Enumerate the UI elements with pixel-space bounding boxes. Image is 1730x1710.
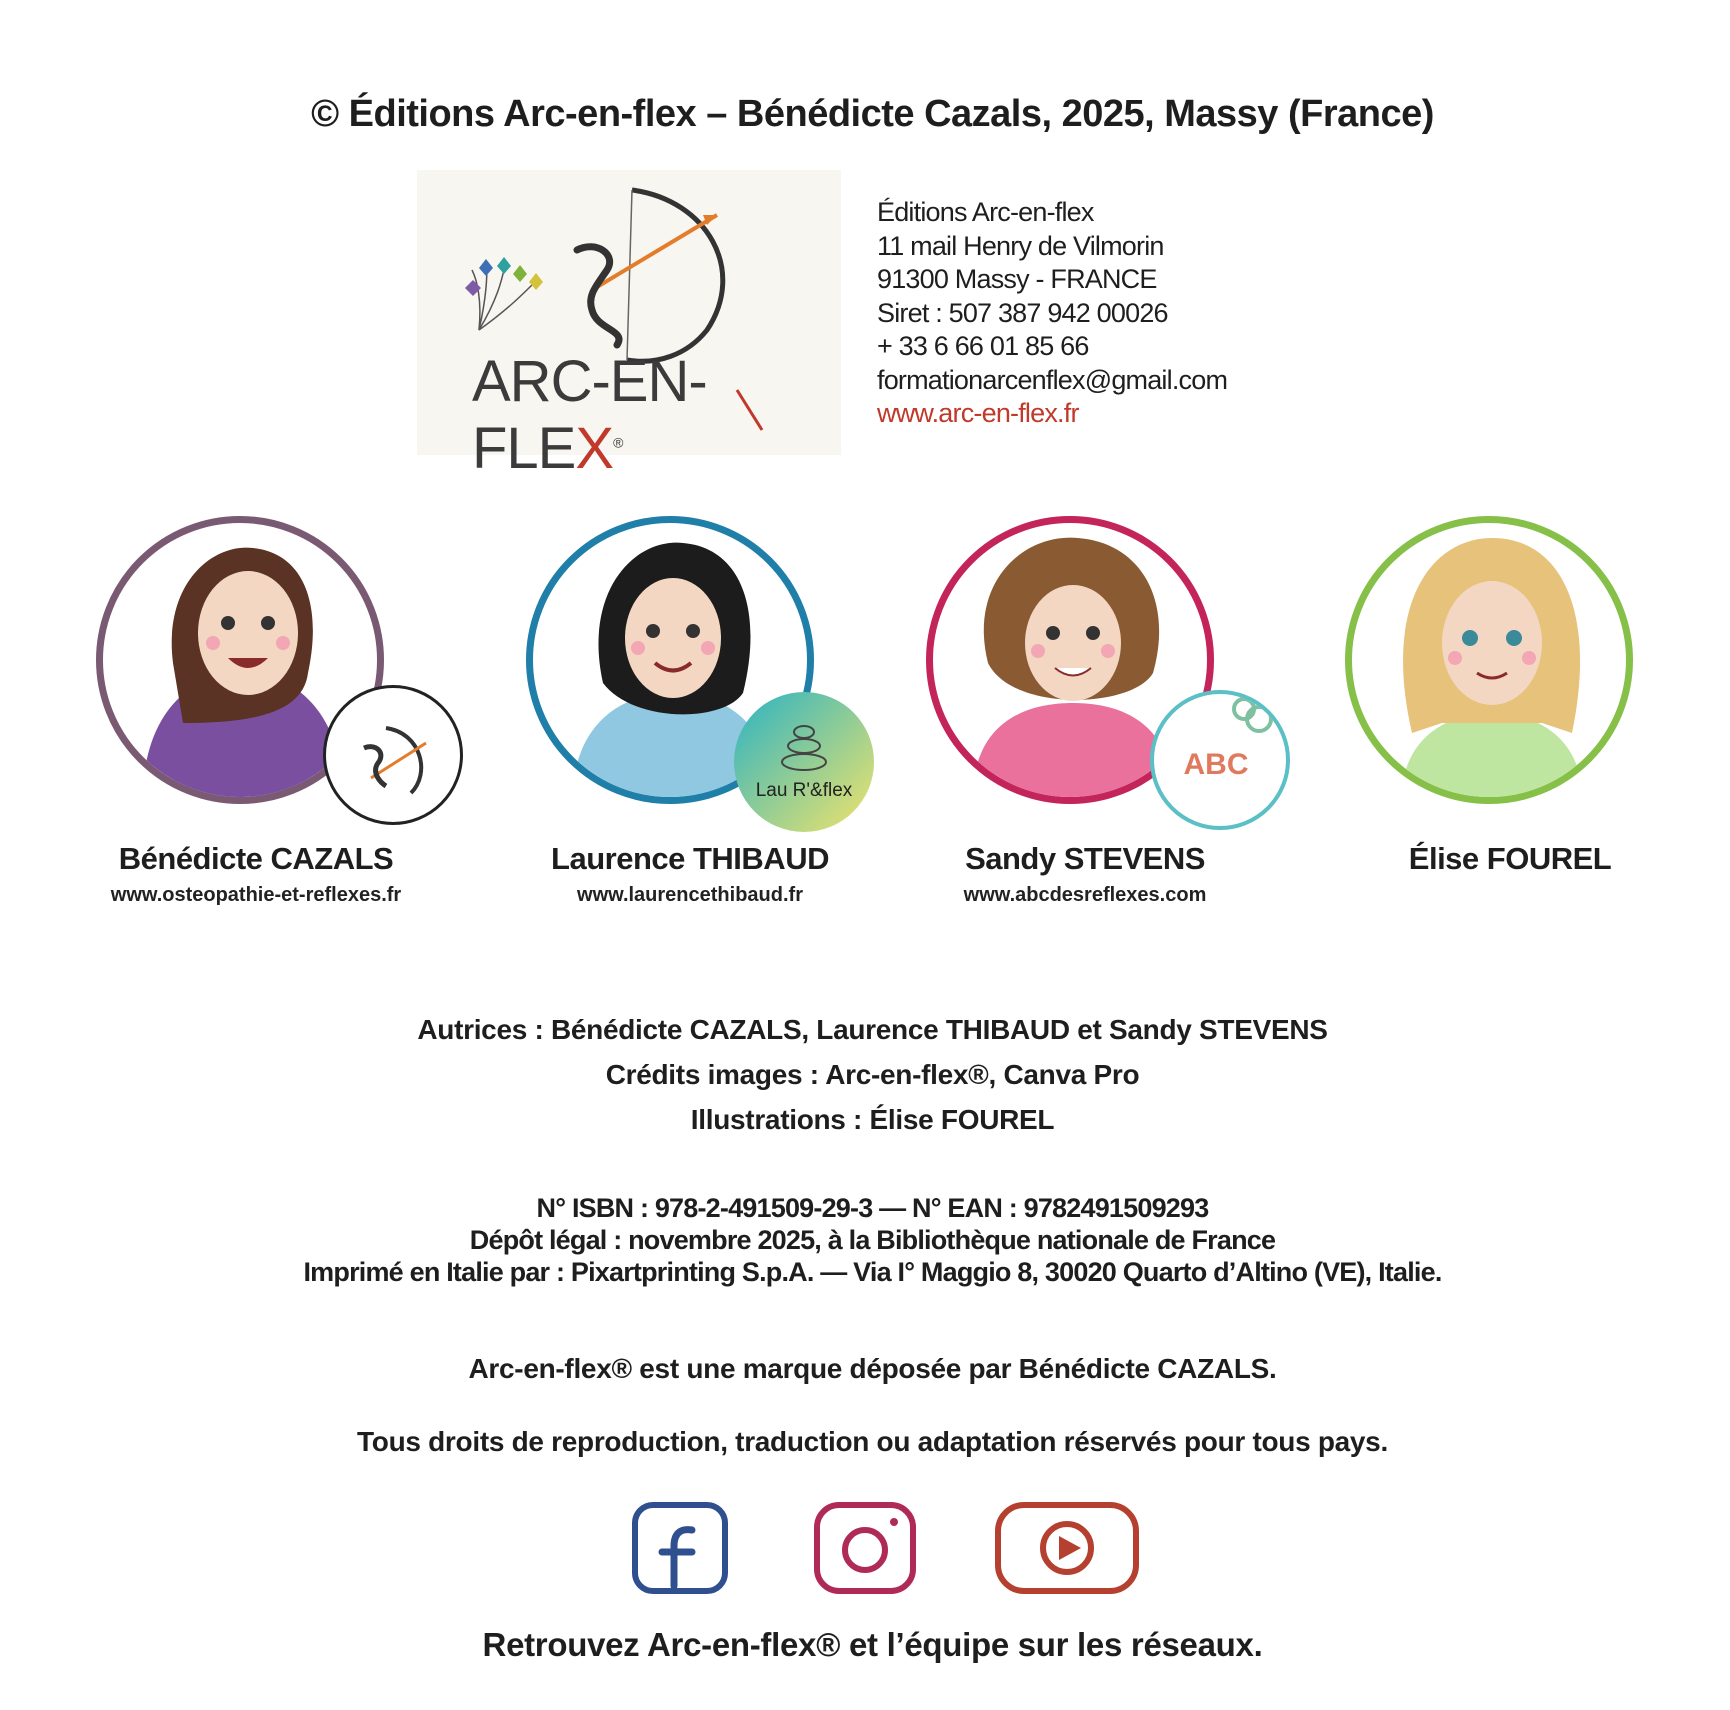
facebook-icon[interactable] <box>630 1500 730 1601</box>
legal-deposit-line: Dépôt légal : novembre 2025, à la Bibliothèque nationale de France <box>469 1225 1276 1255</box>
isbn-line: N° ISBN : 978-2-491509-29-3 — N° EAN : 9782491509293 <box>536 1193 1209 1223</box>
badge-label: Lau R'&flex <box>755 780 853 801</box>
youtube-icon[interactable] <box>993 1500 1141 1601</box>
member-name: Bénédicte CAZALS <box>118 841 394 876</box>
website-link[interactable]: www.arc-en-flex.fr <box>877 398 1079 428</box>
authors-line: Autrices : Bénédicte CAZALS, Laurence THIBAUD et Sandy STEVENS <box>417 1014 1328 1045</box>
social-caption: Retrouvez Arc-en-flex® et l’équipe sur les réseaux. <box>482 1626 1263 1663</box>
abc-flower-icon <box>1154 694 1286 826</box>
rights-notice: Tous droits de reproduction, traduction ou adaptation réservés pour tous pays. <box>357 1426 1388 1457</box>
stacked-stones-icon <box>734 692 874 832</box>
member-name: Sandy STEVENS <box>965 841 1205 876</box>
trademark-notice: Arc-en-flex® est une marque déposée par Bénédicte CAZALS. <box>468 1353 1277 1384</box>
member-website-link[interactable]: www.osteopathie-et-reflexes.fr <box>110 884 402 906</box>
address-line: Éditions Arc-en-flex <box>877 197 1094 227</box>
logo-wordmark: ARC-EN-FLEX® <box>472 349 707 481</box>
member-website-link[interactable]: www.abcdesreflexes.com <box>963 884 1207 906</box>
address-line: 11 mail Henry de Vilmorin <box>877 230 1164 261</box>
member-name: Laurence THIBAUD <box>551 841 829 876</box>
email-link[interactable]: formationarcenflex@gmail.com <box>877 364 1228 395</box>
portrait-elise-fourel <box>1345 516 1633 804</box>
member-website-link[interactable]: www.laurencethibaud.fr <box>577 884 803 906</box>
bow-arrow-icon <box>326 688 460 822</box>
abc-des-reflexes-badge <box>1150 690 1290 830</box>
copyright-title: © Éditions Arc-en-flex – Bénédicte Cazals, 2025, Massy (France) <box>311 93 1434 135</box>
avatar <box>1352 523 1626 797</box>
member-name: Élise FOUREL <box>1408 841 1612 876</box>
address-line: + 33 6 66 01 85 66 <box>877 331 1089 361</box>
address-line: Siret : 507 387 942 00026 <box>877 297 1168 328</box>
lau-r-flex-badge <box>734 692 874 832</box>
arc-en-flex-badge <box>323 685 463 825</box>
illustrations-line: Illustrations : Élise FOUREL <box>690 1104 1055 1135</box>
instagram-icon[interactable] <box>812 1500 918 1601</box>
arc-en-flex-logo <box>417 170 841 481</box>
publisher-address <box>877 196 1227 431</box>
printer-line: Imprimé en Italie par : Pixartprinting S.p.A. — Via I° Maggio 8, 30020 Quarto d’Altino (VE), Italie. <box>303 1257 1442 1287</box>
address-line: 91300 Massy - FRANCE <box>877 264 1157 294</box>
image-credits-line: Crédits images : Arc-en-flex®, Canva Pro <box>605 1059 1140 1090</box>
badge-label: ABC <box>1183 748 1249 781</box>
